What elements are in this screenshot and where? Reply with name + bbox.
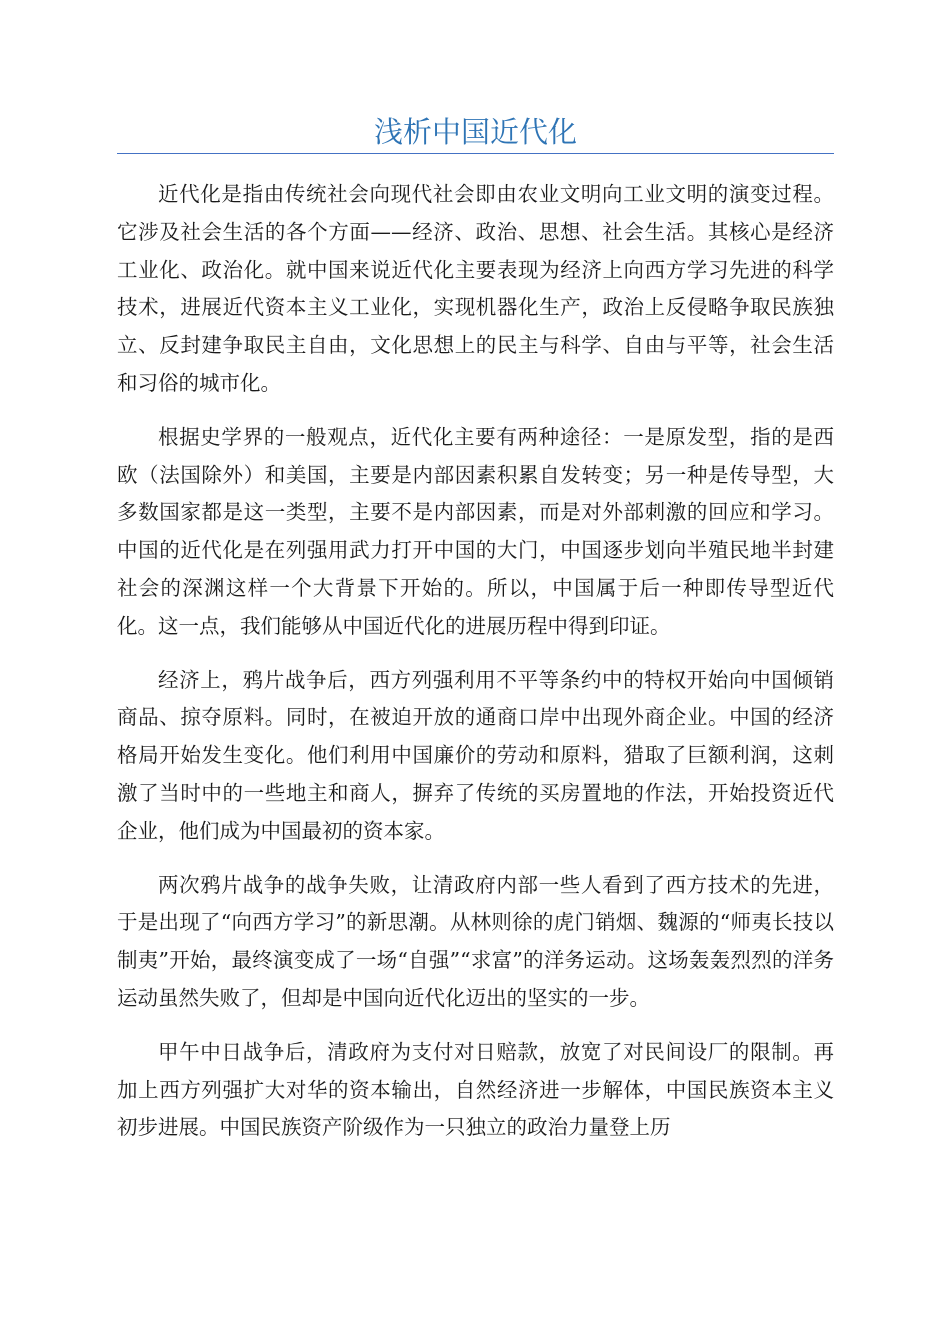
- document-body: [117, 176, 834, 1163]
- title-underline: [117, 153, 834, 154]
- paragraph: 经济上，鸦片战争后，西方列强利用不平等条约中的特权开始向中国倾销商品、掠夺原料。同时，在被迫开放的通商口岸中出现外商企业。中国的经济格局开始发生变化。他们利用中国廉价的劳动和原料，猎取了巨额利润，这刺激了当时中的一些地主和商人，摒弃了传统的买房置地的作法，开始投资近代企业，他们成为中国最初的资本家。: [117, 667, 834, 843]
- paragraph: 近代化是指由传统社会向现代社会即由农业文明向工业文明的演变过程。它涉及社会生活的各个方面——经济、政治、思想、社会生活。其核心是经济工业化、政治化。就中国来说近代化主要表现为经济上向西方学习先进的科学技术，进展近代资本主义工业化，实现机器化生产，政治上反侵略争取民族独立、反封建争取民主自由，文化思想上的民主与科学、自由与平等，社会生活和习俗的城市化。: [117, 182, 834, 395]
- paragraph: 甲午中日战争后，清政府为支付对日赔款，放宽了对民间设厂的限制。再加上西方列强扩大对华的资本输出，自然经济进一步解体，中国民族资本主义初步进展。中国民族资产阶级作为一只独立的政治力量登上历: [117, 1039, 834, 1140]
- document-title: 浅析中国近代化: [373, 115, 577, 149]
- paragraph: 根据史学界的一般观点，近代化主要有两种途径：一是原发型，指的是西欧（法国除外）和美国，主要是内部因素积累自发转变；另一种是传导型，大多数国家都是这一类型，主要不是内部因素，而是对外部刺激的回应和学习。中国的近代化是在列强用武力打开中国的大门，中国逐步划向半殖民地半封建社会的深渊这样一个大背景下开始的。所以，中国属于后一种即传导型近代化。这一点，我们能够从中国近代化的进展历程中得到印证。: [117, 424, 834, 638]
- paragraph: 两次鸦片战争的战争失败，让清政府内部一些人看到了西方技术的先进，于是出现了“向西方学习”的新思潮。从林则徐的虎门销烟、魏源的“师夷长技以制夷”开始，最终演变成了一场“自强”“求富”的洋务运动。这场轰轰烈烈的洋务运动虽然失败了，但却是中国向近代化迈出的坚实的一步。: [117, 872, 834, 1010]
